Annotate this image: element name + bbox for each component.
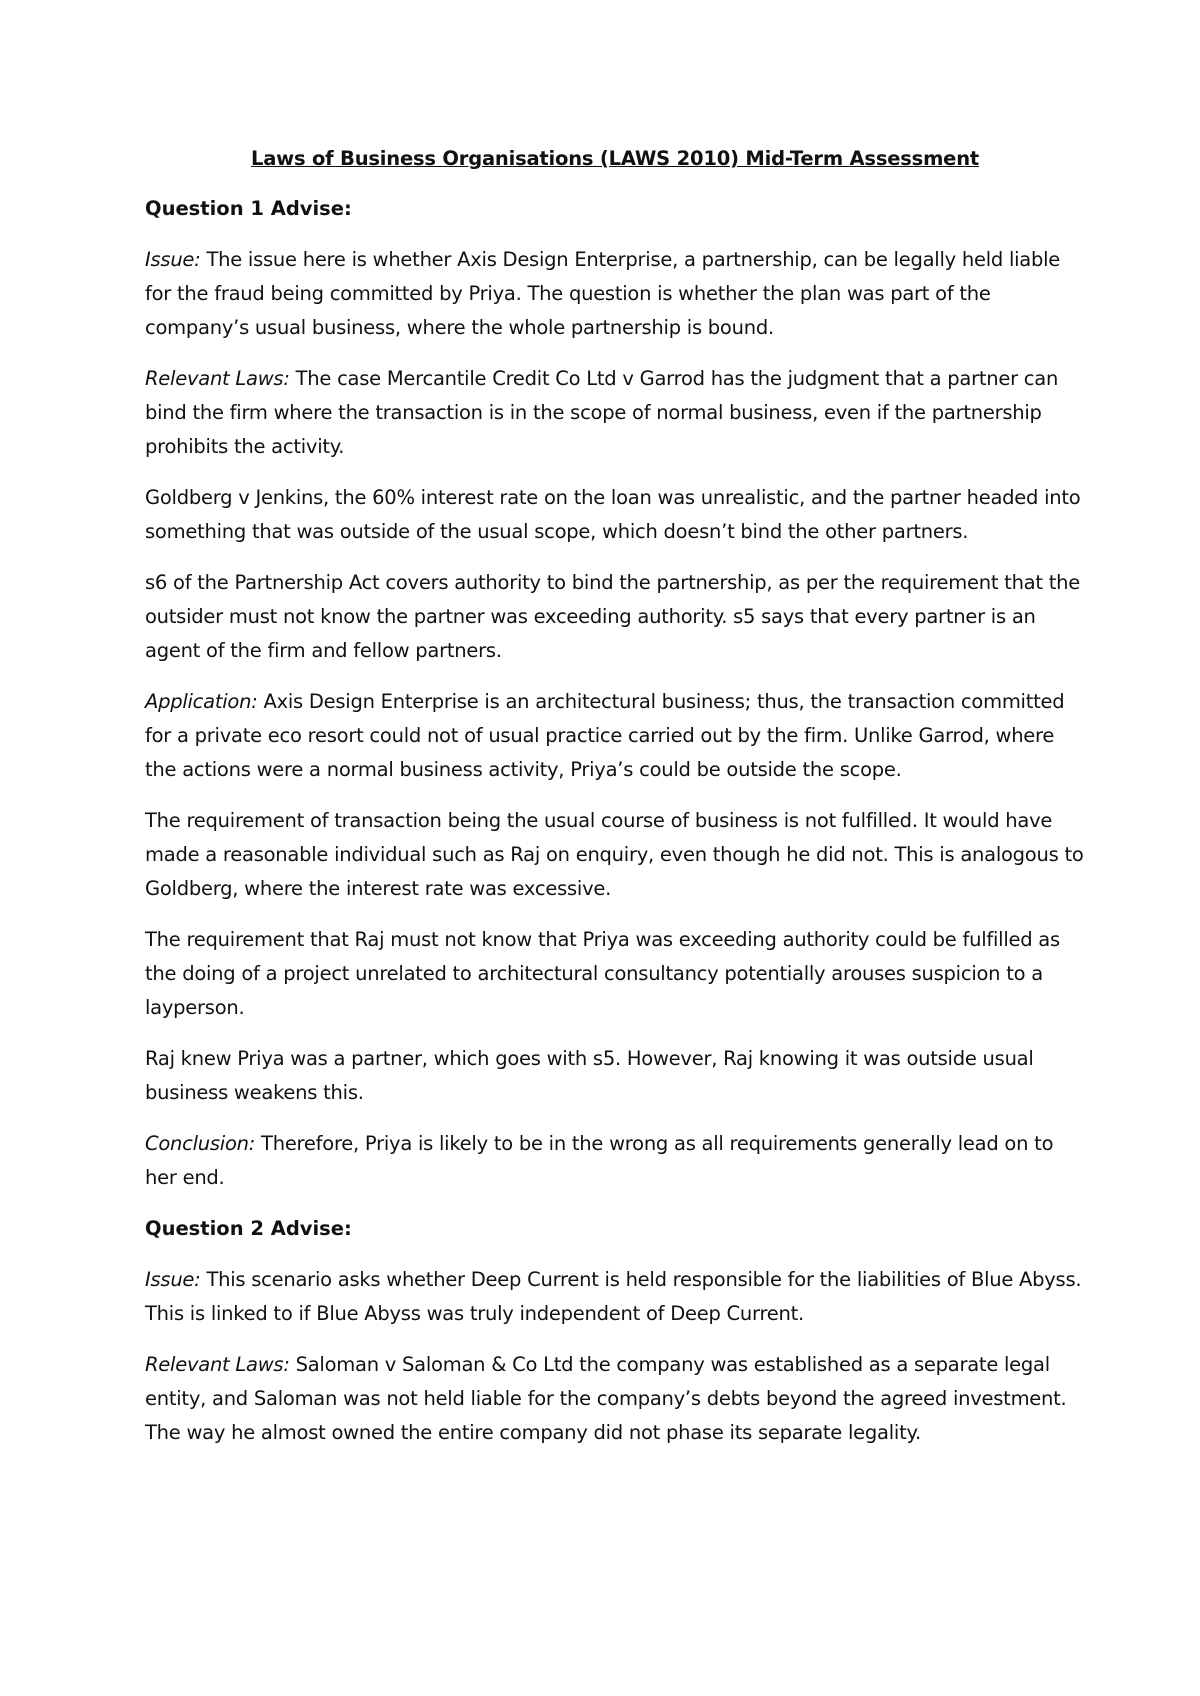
q1-goldberg-paragraph: Goldberg v Jenkins, the 60% interest rate on the loan was unrealistic, and the partner headed into something that was outside of the usual scope, which doesn’t bind the other partners. (145, 486, 1081, 543)
document-page (145, 142, 1085, 1467)
q1-application-label: Application: (145, 690, 258, 713)
q1-application-paragraph (145, 685, 1085, 787)
q1-requirement-2-paragraph: The requirement that Raj must not know that Priya was exceeding authority could be fulfilled as the doing of a project unrelated to architectural consultancy potentially arouses suspicion to a layperson. (145, 928, 1060, 1019)
q2-issue-text: This scenario asks whether Deep Current is held responsible for the liabilities of Blue Abyss. This is linked to if Blue Abyss was truly independent of Deep Current. (145, 1268, 1082, 1325)
q1-conclusion-text: Therefore, Priya is likely to be in the wrong as all requirements generally lead on to her end. (145, 1132, 1054, 1189)
q2-laws-paragraph (145, 1348, 1085, 1450)
q1-conclusion-paragraph (145, 1127, 1085, 1195)
q2-issue-label: Issue: (145, 1268, 201, 1291)
question-1-heading: Question 1 Advise: (145, 197, 352, 220)
q1-laws-paragraph (145, 362, 1085, 464)
q1-laws-label: Relevant Laws: (145, 367, 290, 390)
q1-s6-paragraph: s6 of the Partnership Act covers authority to bind the partnership, as per the requirement that the outsider must not know the partner was exceeding authority. s5 says that every partner is an agent of the firm and fellow partners. (145, 571, 1080, 662)
q1-requirement-1-paragraph: The requirement of transaction being the usual course of business is not fulfilled. It would have made a reasonable individual such as Raj on enquiry, even though he did not. This is analogous to Goldberg, where the interest rate was excessive. (145, 809, 1084, 900)
q2-laws-text: Saloman v Saloman & Co Ltd the company was established as a separate legal entity, and Saloman was not held liable for the company’s debts beyond the agreed investment. The way he almost owned the entire company did not phase its separate legality. (145, 1353, 1067, 1444)
q1-raj-paragraph: Raj knew Priya was a partner, which goes with s5. However, Raj knowing it was outside usual business weakens this. (145, 1047, 1034, 1104)
question-2-heading: Question 2 Advise: (145, 1217, 352, 1240)
q1-issue-paragraph (145, 243, 1085, 345)
document-title: Laws of Business Organisations (LAWS 2010) Mid-Term Assessment (250, 147, 980, 170)
q1-issue-label: Issue: (145, 248, 201, 271)
q1-conclusion-label: Conclusion: (145, 1132, 256, 1155)
q1-laws-text: The case Mercantile Credit Co Ltd v Garrod has the judgment that a partner can bind the firm where the transaction is in the scope of normal business, even if the partnership prohibits the activity. (145, 367, 1059, 458)
q2-issue-paragraph (145, 1263, 1085, 1331)
q2-laws-label: Relevant Laws: (145, 1353, 290, 1376)
q1-issue-text: The issue here is whether Axis Design Enterprise, a partnership, can be legally held liable for the fraud being committed by Priya. The question is whether the plan was part of the company’s usual business, where the whole partnership is bound. (145, 248, 1061, 339)
q1-application-text: Axis Design Enterprise is an architectural business; thus, the transaction committed for a private eco resort could not of usual practice carried out by the firm. Unlike Garrod, where the actions were a normal business activity, Priya’s could be outside the scope. (145, 690, 1065, 781)
